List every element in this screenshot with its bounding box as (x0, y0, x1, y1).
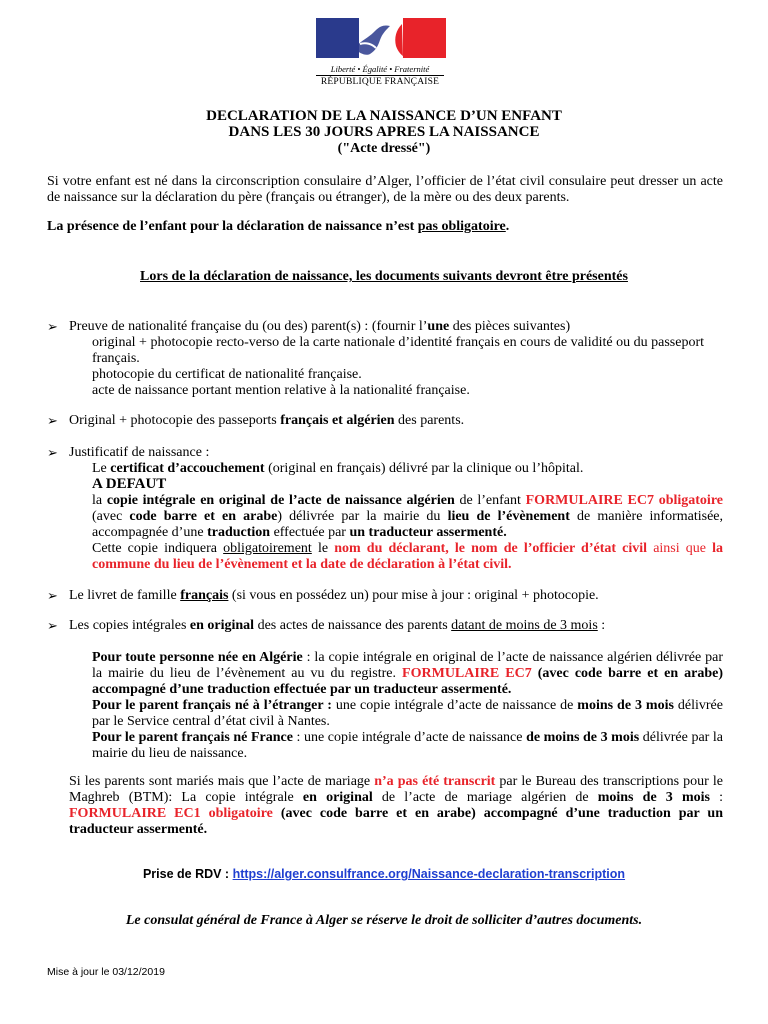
cette-copie-paragraph (92, 541, 723, 573)
cert-end: (original en français) délivré par la clinique ou l’hôpital. (264, 461, 584, 476)
mariage-red-1: n’a pas été transcrit (374, 774, 496, 789)
cert-bold: certificat d’accouchement (110, 461, 265, 476)
copies-bold: en original (189, 618, 255, 633)
etranger-text: une copie intégrale d’acte de naissance de (331, 698, 578, 713)
bullet-icon: ➢ (47, 588, 58, 603)
livret-end: (si vous en possédez un) pour mise à jour : original + photocopie. (228, 588, 599, 603)
rdv-line (0, 867, 768, 881)
bullet-icon: ➢ (47, 319, 58, 334)
logo-motto: Liberté • Égalité • Fraternité (330, 64, 430, 74)
lieu-evenement-bold: lieu de l’évènement (447, 509, 570, 524)
passports-bold: français et algérien (280, 413, 395, 428)
algerie-bold: Pour toute personne née en Algérie (92, 650, 303, 665)
intro-paragraph: Si votre enfant est né dans la circonscription consulaire d’Alger, l’officier de l’état civil consulaire peut dresser un acte de naissance sur la déclaration du père (français ou étranger), de la mère ou des deux parents. (47, 174, 723, 205)
a-defaut-label: A DEFAUT (92, 476, 167, 492)
rdv-link[interactable]: https://alger.consulfrance.org/Naissance-declaration-transcription (232, 867, 626, 881)
mariage-text-2: par le Bureau des transcriptions pour le Maghreb (BTM): La copie intégrale (69, 774, 723, 805)
parent-algerie-paragraph (92, 650, 723, 698)
france-bold-2: de moins de 3 mois (526, 730, 640, 745)
france-bold: Pour le parent français né France (92, 730, 293, 745)
copie-integrale-paragraph (92, 493, 723, 541)
obligatoirement-underlined: obligatoirement (223, 541, 312, 556)
nationality-item-3: acte de naissance portant mention relative à la nationalité française. (92, 383, 470, 398)
copie-bold: copie intégrale en original de l’acte de naissance algérien (106, 493, 455, 508)
copie-mid2: ) délivrée par la mairie du (277, 509, 448, 524)
rdv-label: Prise de RDV : (142, 867, 233, 881)
parent-france-paragraph (92, 730, 723, 762)
cette-red-bold-2: la commune du lieu de l’évènement et la date de déclaration à l’état civil. (92, 541, 724, 572)
birth-certificate-line (92, 461, 723, 477)
mariage-bold-1: en original (302, 790, 373, 805)
logo-republic-name: RÉPUBLIQUE FRANÇAISE (320, 77, 440, 87)
cette-red: ainsi que (647, 541, 713, 556)
bullet-nationality (69, 319, 723, 335)
copies-underlined: datant de moins de 3 mois (451, 618, 598, 633)
cert-text: Le (92, 461, 111, 476)
bullet-livret-famille (69, 588, 723, 604)
section-heading: Lors de la déclaration de naissance, les documents suivants devront être présentés (140, 269, 628, 284)
closing-note: Le consulat général de France à Alger se réserve le droit de solliciter d’autres documents. (125, 913, 643, 928)
copies-text: Les copies intégrales (69, 618, 190, 633)
marianne-flag-icon (316, 18, 446, 58)
mariage-paragraph (69, 774, 723, 838)
presence-end: . (505, 219, 510, 234)
etranger-bold: Pour le parent français né à l’étranger : (92, 698, 332, 713)
cette-red-bold: nom du déclarant, le nom de l’officier d’état civil (334, 541, 648, 556)
mariage-bold-3: (avec code barre et en arabe) accompagné d’une traduction par un traducteur assermenté. (69, 806, 723, 837)
update-date: Mise à jour le 03/12/2019 (47, 966, 165, 978)
republique-francaise-logo (312, 18, 448, 90)
copie-mid: de l’enfant (454, 493, 526, 508)
france-text-2: délivrée par la mairie du lieu de naissance. (92, 730, 724, 761)
nationality-item-1: original + photocopie recto-verso de la carte nationale d’identité français en cours de validité ou du passeport français. (92, 335, 705, 366)
mariage-text-4: : (709, 790, 724, 805)
mariage-text-3: de l’acte de mariage algérien de (372, 790, 598, 805)
nationality-bold: une (427, 319, 450, 334)
presence-note (47, 219, 723, 235)
nationality-item-2: photocopie du certificat de nationalité française. (92, 367, 362, 382)
mariage-text-1: Si les parents sont mariés mais que l’acte de mariage (69, 774, 375, 789)
copie-mid4: effectuée par (270, 525, 350, 540)
nationality-text: Preuve de nationalité française du (ou des) parent(s) : (fournir l’ (69, 319, 428, 334)
presence-text: La présence de l’enfant pour la déclaration de naissance n’est (47, 219, 418, 234)
nationality-end: des pièces suivantes) (449, 319, 571, 334)
france-text: : une copie intégrale d’acte de naissance (292, 730, 527, 745)
code-barre-bold: code barre et en arabe (129, 509, 278, 524)
cette-mid: le (311, 541, 335, 556)
title-line-3: ("Acte dressé") (337, 141, 431, 156)
title-line-1: DECLARATION DE LA NAISSANCE D’UN ENFANT (206, 108, 562, 124)
bullet-copies-parents (69, 618, 723, 634)
bullet-icon: ➢ (47, 445, 58, 460)
presence-underlined: pas obligatoire (417, 219, 506, 234)
cette-text: Cette copie indiquera (92, 541, 224, 556)
bullet-icon: ➢ (47, 413, 58, 428)
livret-text: Le livret de famille (69, 588, 181, 603)
bullet-icon: ➢ (47, 618, 58, 633)
title-line-2: DANS LES 30 JOURS APRES LA NAISSANCE (228, 124, 540, 140)
bullet-passports (69, 413, 723, 429)
formulaire-ec7-label-2: FORMULAIRE EC7 (402, 666, 532, 681)
formulaire-ec1-label: FORMULAIRE EC1 obligatoire (69, 806, 273, 821)
copie-text: la (92, 493, 107, 508)
etranger-bold-2: moins de 3 mois (577, 698, 674, 713)
livret-bold: français (180, 588, 229, 603)
algerie-bold-2: (avec code barre et en arabe) accompagné d’une traduction effectuée par un traducteur assermenté. (92, 666, 724, 697)
passports-end: des parents. (394, 413, 465, 428)
copie-paren: (avec (92, 509, 130, 524)
copie-mid3: de manière informatisée, accompagnée d’une (92, 509, 724, 540)
copies-mid: des actes de naissance des parents (254, 618, 452, 633)
passports-text: Original + photocopie des passeports (69, 413, 281, 428)
formulaire-ec7-label: FORMULAIRE EC7 obligatoire (525, 493, 723, 508)
copies-end: : (597, 618, 606, 633)
traduction-bold: traduction (207, 525, 271, 540)
etranger-text-2: délivrée par le Service central d’état civil à Nantes. (92, 698, 723, 729)
parent-etranger-paragraph (92, 698, 723, 730)
mariage-bold-2: moins de 3 mois (597, 790, 710, 805)
bullet-birth-proof: Justificatif de naissance : (69, 445, 210, 460)
traducteur-bold: un traducteur assermenté. (349, 525, 507, 540)
algerie-text: : la copie intégrale en original de l’acte de naissance algérien délivrée par la mairie du lieu de l’évènement au vu du registre. (92, 650, 723, 681)
